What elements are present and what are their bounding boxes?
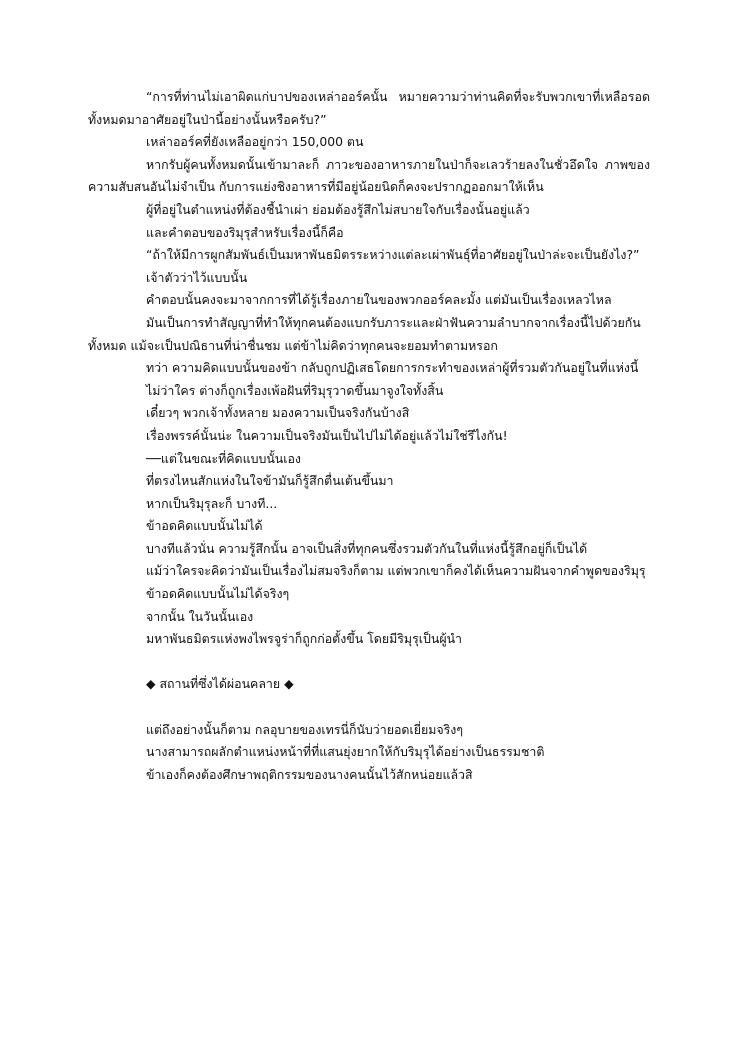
paragraph: ทว่า ความคิดแบบนั้นของข้า กลับถูกปฏิเสธโดยการกระทำของเหล่าผู้ที่รวมตัวกันอยู่ในที่แห่งนี้ [146,360,639,376]
paragraph: จากนั้น ในวันนั้นเอง [146,608,254,624]
paragraph: และคำตอบของริมุรุสำหรับเรื่องนี้ก็คือ [146,224,344,240]
paragraph: ข้าเองก็คงต้องศึกษาพฤติกรรมของนางคนนั้นไว้สักหน่อยแล้วสิ [146,766,473,782]
paragraph: “ถ้าให้มีการผูกสัมพันธ์เป็นมหาพันธมิตรระหว่างแต่ละเผ่าพันธุ์ที่อาศัยอยู่ในป่าล่ะจะเป็นยังไง?” [146,247,640,263]
paragraph: มหาพันธมิตรแห่งพงไพรจูร่าก็ถูกก่อตั้งขึ้น โดยมีริมุรุเป็นผู้นำ [146,631,463,647]
paragraph: แม้ว่าใครจะคิดว่ามันเป็นเรื่องไม่สมจริงก็ตาม แต่พวกเขาก็คงได้เห็นความฝันจากคำพูดของริมุรุ [146,563,646,579]
paragraph: ──แต่ในขณะที่คิดแบบนั้นเอง [146,450,301,466]
paragraph: คำตอบนั้นคงจะมาจากการที่ได้รู้เรื่องภายในของพวกออร์คละมั้ง แต่มันเป็นเรื่องเหลวไหล [146,292,612,308]
section-heading: ◆ สถานที่ซึ่งได้ผ่อนคลาย ◆ [146,676,294,692]
blank-line [88,696,650,719]
paragraph: บางทีแล้วนั่น ความรู้สึกนั้น อาจเป็นสิ่งที่ทุกคนซึ่งรวมตัวกันในที่แห่งนี้รู้สึกอยู่ก็เป็นได้ [146,540,588,556]
paragraph: เจ้าตัวว่าไว้แบบนั้น [146,269,248,285]
blank-line [88,651,650,674]
paragraph: ไม่ว่าใคร ต่างก็ถูกเรื่องเพ้อฝันที่ริมุรุวาดขึ้นมาจูงใจทั้งสิ้น [146,382,444,398]
paragraph: ข้าอดคิดแบบนั้นไม่ได้จริงๆ [146,586,290,602]
paragraph: ที่ตรงไหนสักแห่งในใจข้ามันก็รู้สึกตื่นเต้นขึ้นมา [146,473,394,489]
paragraph: หากเป็นริมุรุละก็ บางที... [146,495,278,511]
paragraph: มันเป็นการทำสัญญาที่ทำให้ทุกคนต้องแบกรับภาระและฝ่าฟันความลำบากจากเรื่องนี้ไปด้วยกันทั้งหมด แม้จะเป็นปณิธานที่น่าชื่นชม แต่ข้าไม่คิดว่าทุกคนจะยอมทำตามหรอก [88,314,641,353]
paragraph: ผู้ที่อยู่ในตำแหน่งที่ต้องชี้นำเผ่า ย่อมต้องรู้สึกไม่สบายใจกับเรื่องนั้นอยู่แล้ว [146,201,530,217]
paragraph: หากรับผู้คนทั้งหมดนั้นเข้ามาละก็ ภาวะของอาหารภายในป่าก็จะเลวร้ายลงในชั่วอึดใจ ภาพของความสับสนอันไม่จำเป็น กับการแย่งชิงอาหารที่มีอยู่น้อยนิดก็คงจะปรากฏออกมาให้เห็น [88,156,650,195]
paragraph: เหล่าออร์คที่ยังเหลืออยู่กว่า 150,000 ตน [146,134,364,150]
paragraph: แต่ถึงอย่างนั้นก็ตาม กลอุบายของเทรนี่ก็นับว่ายอดเยี่ยมจริงๆ [146,721,464,737]
paragraph: เรื่องพรรค์นั้นน่ะ ในความเป็นจริงมันเป็นไปไม่ได้อยู่แล้วไม่ใช่รึไงกัน! [146,427,508,443]
paragraph: นางสามารถผลักตำแหน่งหน้าที่ที่แสนยุ่งยากให้กับริมุรุได้อย่างเป็นธรรมชาติ [146,744,545,760]
paragraph: ข้าอดคิดแบบนั้นไม่ได้ [146,518,263,534]
paragraph: “การที่ท่านไม่เอาผิดแก่บาปของเหล่าออร์คนั้น หมายความว่าท่านคิดที่จะรับพวกเขาที่เหลือรอดทั้งหมดมาอาศัยอยู่ในป่านี้อย่างนั้นหรือครับ?” [88,89,650,127]
body-text [88,86,650,786]
paragraph: เดี๋ยวๆ พวกเจ้าทั้งหลาย มองความเป็นจริงกันบ้างสิ [146,405,410,421]
